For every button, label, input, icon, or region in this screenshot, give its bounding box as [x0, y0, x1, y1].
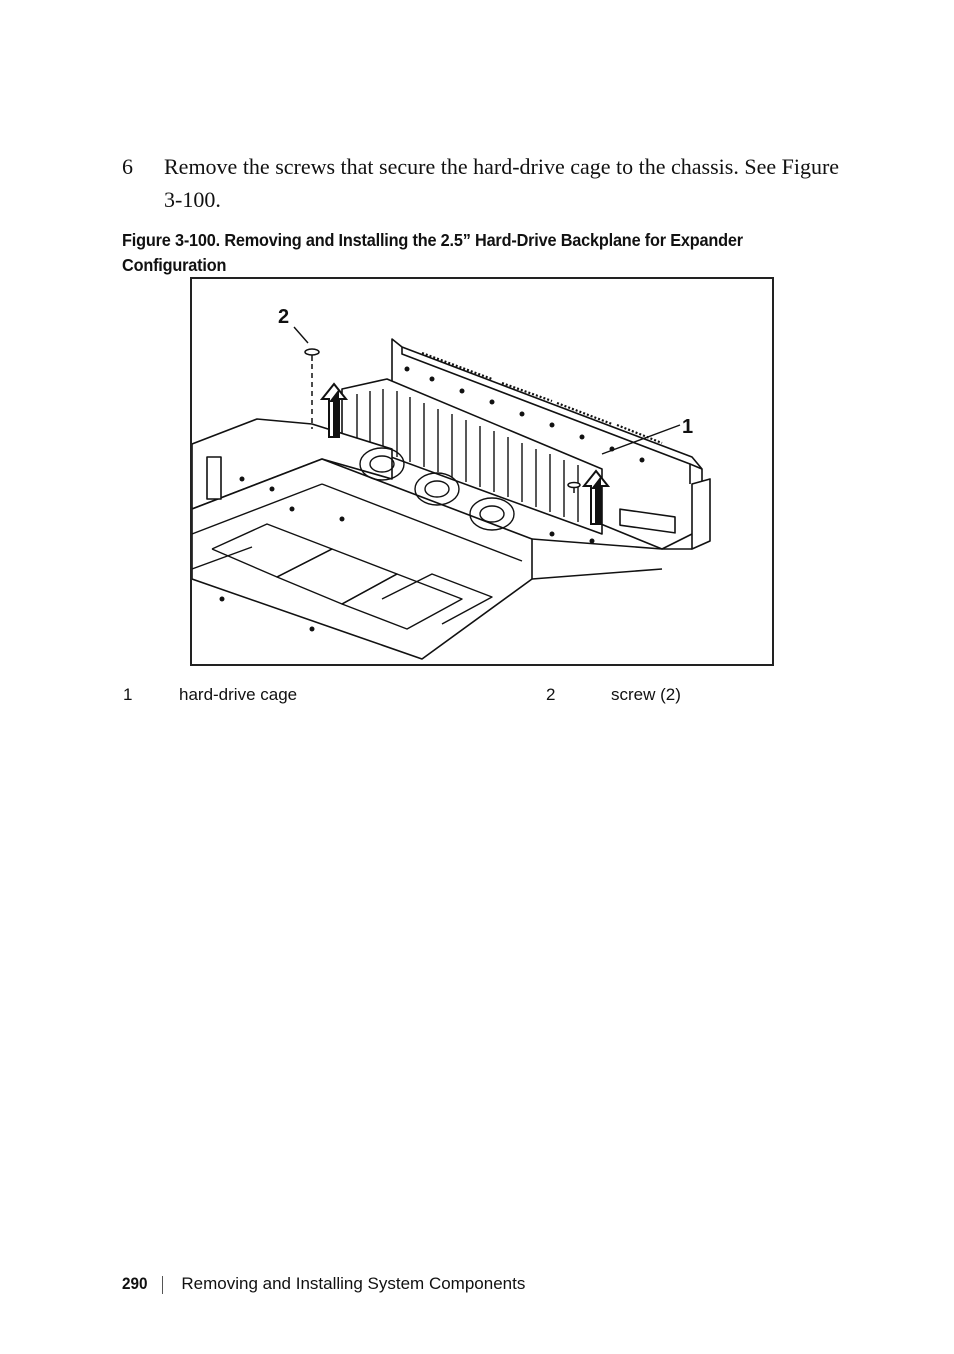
- section-title: Removing and Installing System Components: [181, 1274, 526, 1293]
- legend-label: screw (2): [611, 685, 681, 704]
- figure-caption: Figure 3-100. Removing and Installing the 2.5” Hard-Drive Backplane for Expander Configuration: [122, 230, 743, 275]
- page-footer: [122, 1272, 525, 1296]
- legend-number: 2: [546, 685, 556, 704]
- callout-label: 2: [278, 306, 290, 328]
- page-number: 290: [122, 1274, 148, 1293]
- step-text: Remove the screws that secure the hard-drive cage to the chassis. See Figure 3-100.: [164, 154, 840, 212]
- figure-illustration: [190, 277, 774, 666]
- footer-divider: [162, 1276, 163, 1294]
- step-number: 6: [122, 154, 133, 179]
- legend-number: 1: [123, 685, 133, 704]
- callout-label: 1: [682, 416, 694, 438]
- instruction-step: [122, 150, 842, 216]
- chassis-illustration: [192, 279, 772, 664]
- screw-icon: [305, 349, 319, 429]
- legend-label: hard-drive cage: [179, 685, 298, 704]
